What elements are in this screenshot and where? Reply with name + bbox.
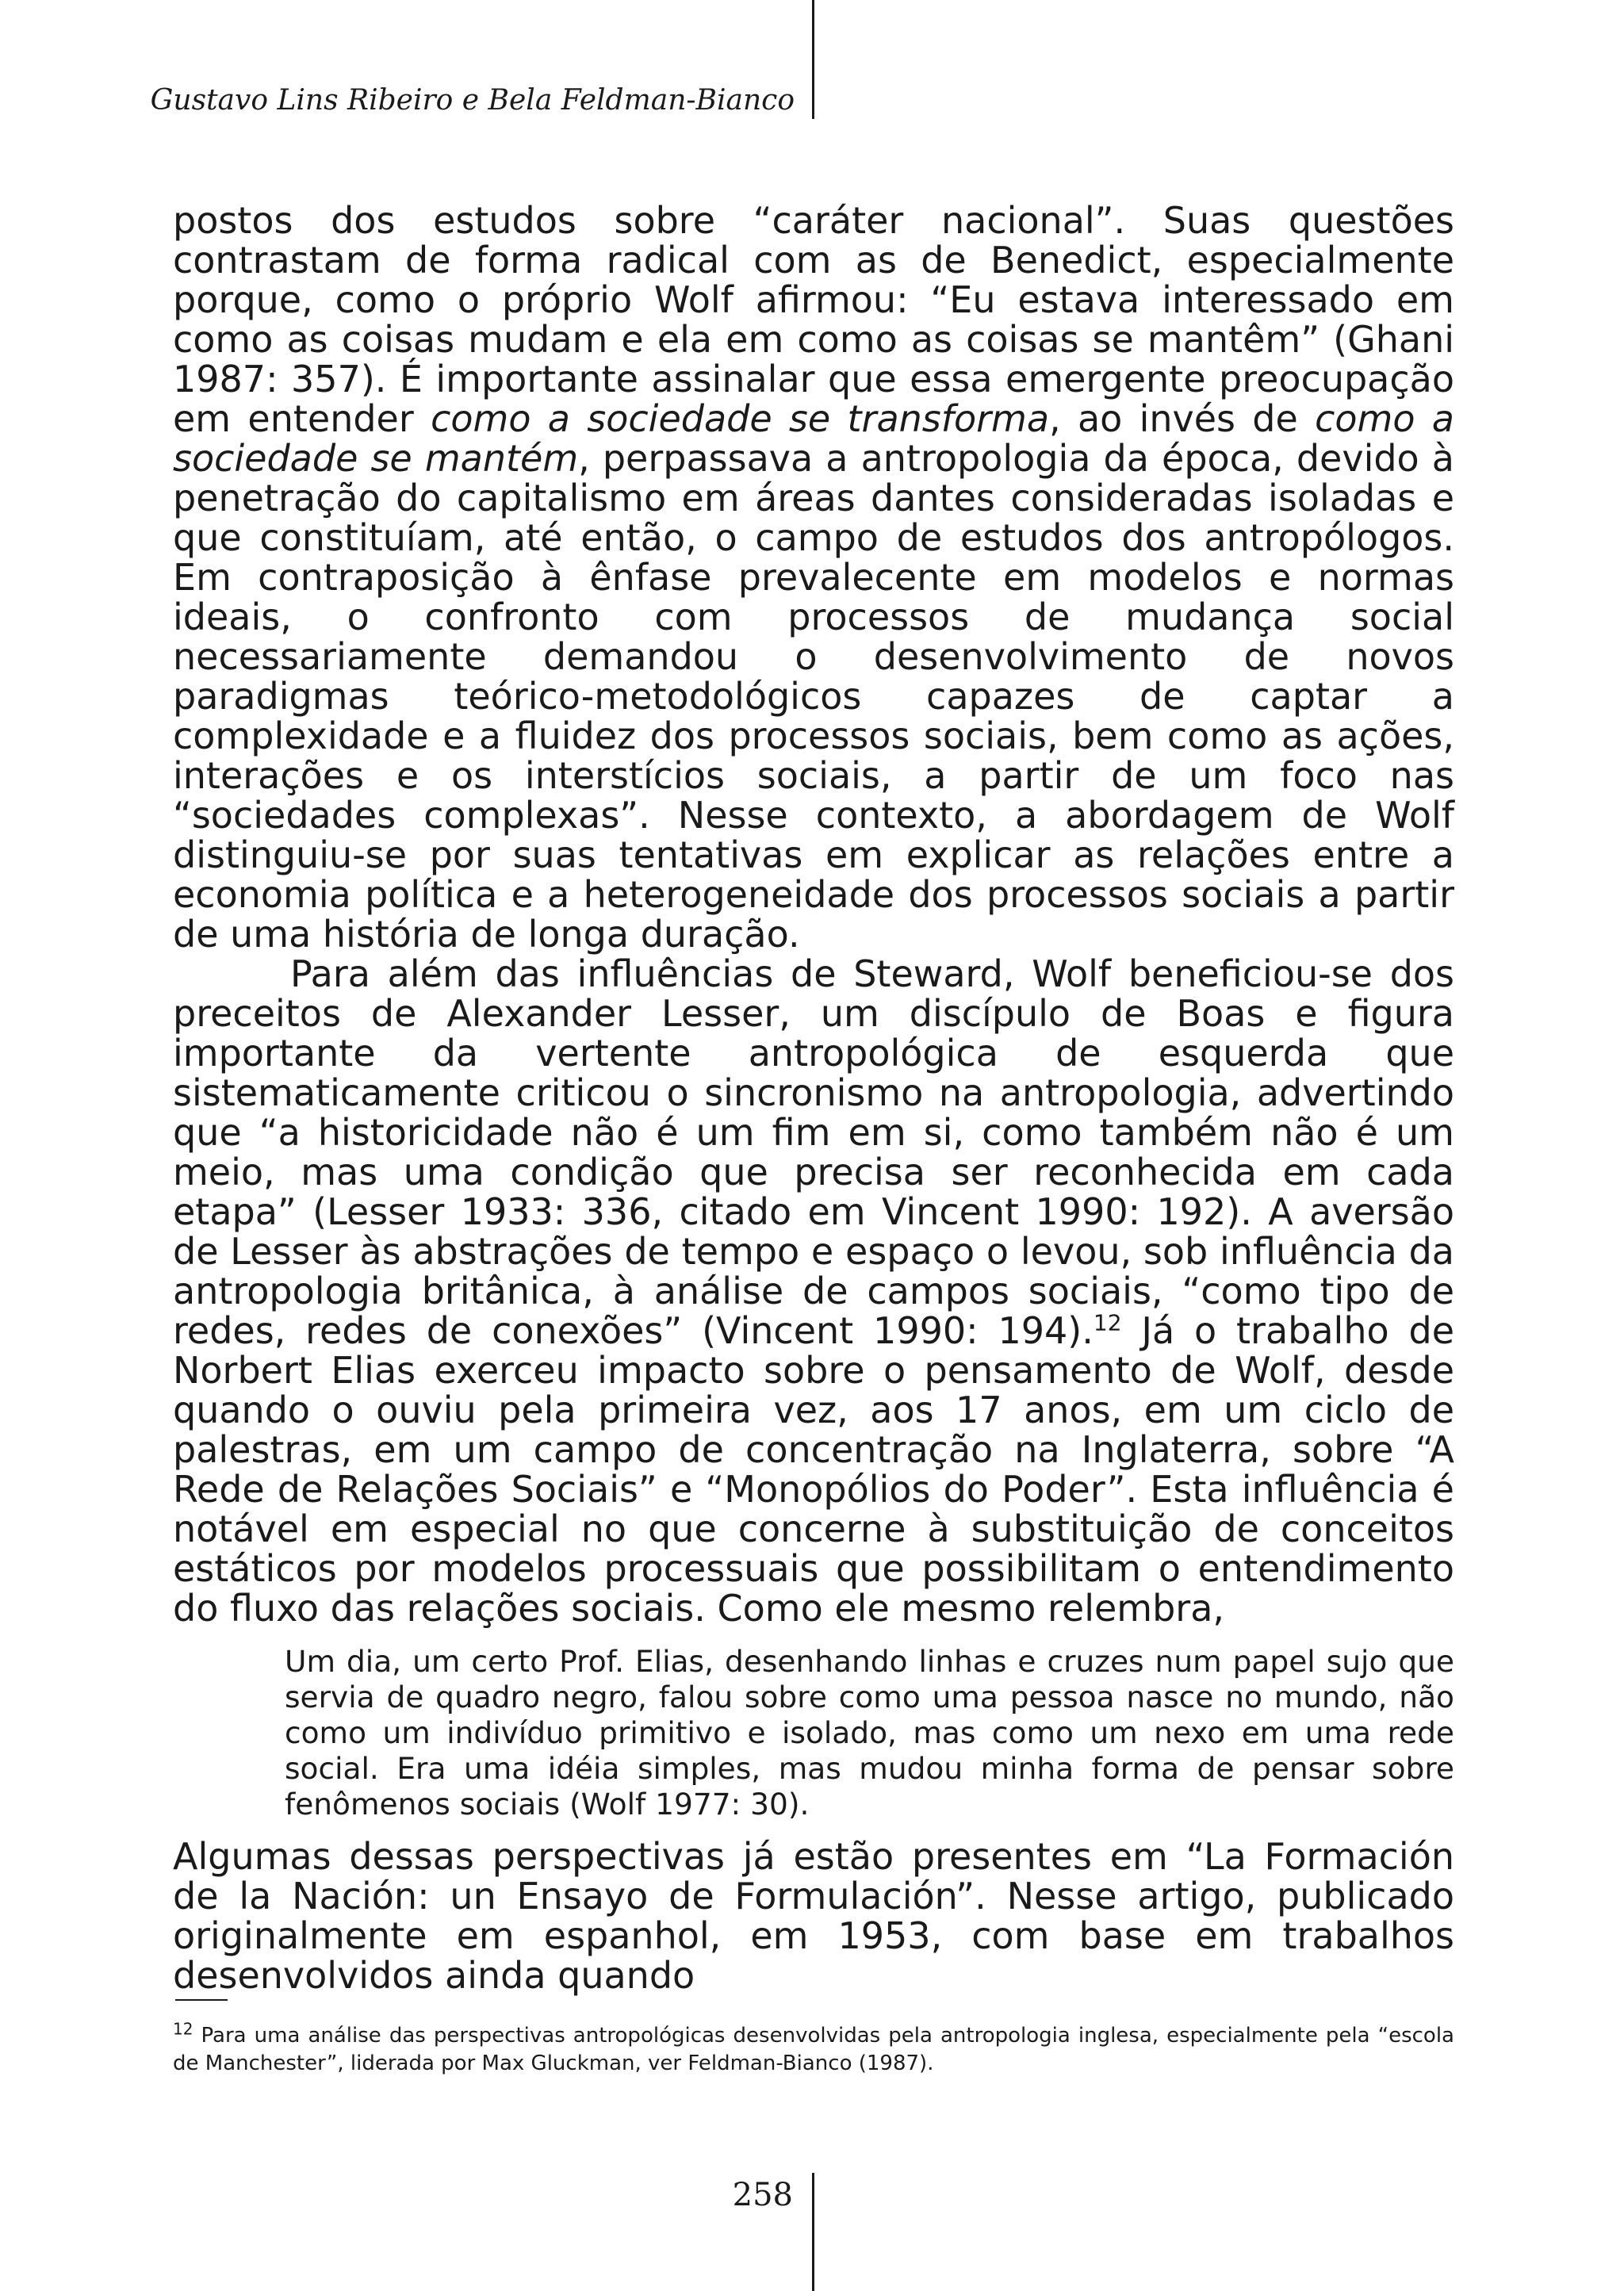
- running-head: Gustavo Lins Ribeiro e Bela Feldman-Bianco: [150, 84, 795, 117]
- paragraph-1-emphasis-2: como a sociedade se mantém: [173, 397, 1454, 480]
- paragraph-2: [173, 954, 1454, 1628]
- page-number: 258: [732, 2177, 793, 2213]
- body-text: [173, 201, 1454, 1995]
- footnote-rule: [175, 1999, 228, 2001]
- paragraph-1-text-a: postos dos estudos sobre “caráter nacional”. Suas questões contrastam de forma radical com as de Benedict, especialmente porque, como o próprio Wolf afirmou: “Eu estava interessado em como as coisas mudam e ela em como as coisas se mantêm” (Ghani 1987: 357). É importante assinalar que essa emergente preocupação em entender: [173, 199, 1454, 440]
- top-vertical-rule: [812, 0, 814, 119]
- footnote: [173, 2019, 1454, 2078]
- paragraph-1-text-c: , perpassava a antropologia da época, devido à penetração do capitalismo em áreas dantes consideradas isoladas e que constituíam, até então, o campo de estudos dos antropólogos. Em contraposição à ênfase prevalecente em modelos e normas ideais, o confronto com processos de mudança social necessariamente demandou o desenvolvimento de novos paradigmas teórico-metodológicos capazes de captar a complexidade e a fluidez dos processos sociais, bem como as ações, interações e os interstícios sociais, a partir de um foco nas “sociedades complexas”. Nesse contexto, a abordagem de Wolf distinguiu-se por suas tentativas em explicar as relações entre a economia política e a heterogeneidade dos processos sociais a partir de uma história de longa duração.: [173, 437, 1454, 956]
- footnote-reference[interactable]: 12: [1093, 1309, 1122, 1336]
- footnote-text: Para uma análise das perspectivas antropológicas desenvolvidas pela antropologia inglesa, especialmente pela “escola de Manchester”, liderada por Max Gluckman, ver Feldman-Bianco (1987).: [173, 2024, 1454, 2075]
- paragraph-3: Algumas dessas perspectivas já estão presentes em “La Formación de la Nación: un Ensayo de Formulación”. Nesse artigo, publicado originalmente em espanhol, em 1953, com base em trabalhos desenvolvidos ainda quando: [173, 1835, 1454, 1997]
- paragraph-2-text-a: Para além das influências de Steward, Wolf beneficiou-se dos preceitos de Alexander Lesser, um discípulo de Boas e figura importante da vertente antropológica de esquerda que sistematicamente criticou o sincronismo na antropologia, advertindo que “a historicidade não é um fim em si, como também não é um meio, mas uma condição que precisa ser reconhecida em cada etapa” (Lesser 1933: 336, citado em Vincent 1990: 192). A aversão de Lesser às abstrações de tempo e espaço o levou, sob influência da antropologia britânica, à análise de campos sociais, “como tipo de redes, redes de conexões” (Vincent 1990: 194).: [173, 952, 1454, 1352]
- bottom-vertical-rule: [812, 2173, 814, 2291]
- paragraph-1-text-b: , ao invés de: [1049, 397, 1316, 440]
- footnote-number: 12: [173, 2019, 193, 2039]
- paragraph-1-emphasis-1: como a sociedade se transforma: [431, 397, 1050, 440]
- block-quote: Um dia, um certo Prof. Elias, desenhando linhas e cruzes num papel sujo que servia de quadro negro, falou sobre como uma pessoa nasce no mundo, não como um indivíduo primitivo e isolado, mas como um nexo em uma rede social. Era uma idéia simples, mas mudou minha forma de pensar sobre fenômenos sociais (Wolf 1977: 30).: [285, 1644, 1454, 1822]
- paragraph-1: [173, 201, 1454, 954]
- paragraph-2-text-b: Já o trabalho de Norbert Elias exerceu impacto sobre o pensamento de Wolf, desde quando o ouviu pela primeira vez, aos 17 anos, em um ciclo de palestras, em um campo de concentração na Inglaterra, sobre “A Rede de Relações Sociais” e “Monopólios do Poder”. Esta influência é notável em especial no que concerne à substituição de conceitos estáticos por modelos processuais que possibilitam o entendimento do fluxo das relações sociais. Como ele mesmo relembra,: [173, 1309, 1454, 1630]
